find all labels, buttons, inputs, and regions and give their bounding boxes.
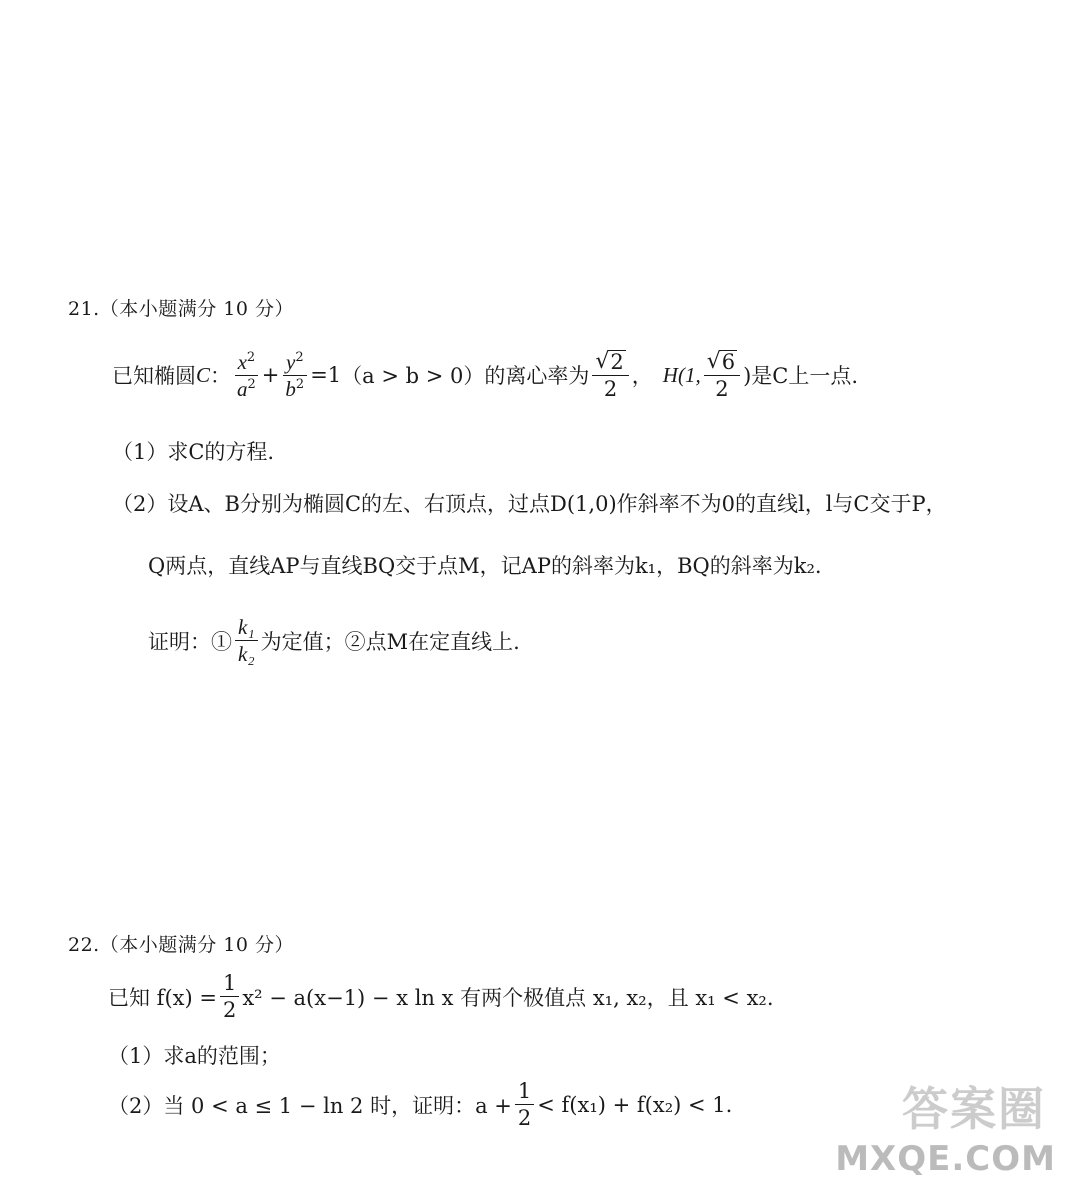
fraction-one-half-2: $\frac{1}{2}$ [515, 1080, 534, 1129]
fraction-x2-over-a2: $\frac{x^2}{a^2}$ [234, 351, 259, 400]
q21-part1: （1）求C的方程. [112, 440, 275, 464]
q22-part1: （1）求a的范围； [108, 1044, 281, 1068]
q22-stem: 已知 f(x) = $\frac{1}{2}$ x² − a(x−1) − x ln x 有两个极值点 x₁, x₂，且 x₁ < x₂. [108, 971, 774, 1023]
q22-part2: （2）当 0 < a ≤ 1 − ln 2 时，证明：a + $\frac{1}{2}$ < f(x₁) + f(x₂) < 1. [108, 1079, 733, 1131]
q21-part2-line1: （2）设A、B分别为椭圆C的左、右顶点，过点D(1,0)作斜率不为0的直线l，l与C交于P， [112, 492, 947, 516]
watermark-en-text: MXQE.COM [835, 1139, 1056, 1179]
q21-proof: 证明：① $\frac{\text{k₁}}{\text{k₂}}$ 为定值；②点M在定直线上. [148, 615, 520, 667]
fraction-k1-over-k2: $\frac{\text{k₁}}{\text{k₂}}$ [235, 616, 258, 665]
q21-stem: 已知椭圆 C ： $\frac{x^2}{a^2}$ + $\frac{y^2}{b^2}$ =1 （a > b > 0） 的离心率为 √ 2 2 ， H(1, √ 6 2 )是C上一点. [112, 349, 859, 402]
watermark-cn-text: 答案圈 [902, 1082, 1046, 1136]
fraction-one-half: $\frac{1}{2}$ [220, 972, 239, 1021]
watermark-logo [826, 1073, 1066, 1183]
fraction-sqrt2-over-2: √ 2 2 [592, 350, 628, 400]
q21-part2-line2: Q两点，直线AP与直线BQ交于点M，记AP的斜率为k₁，BQ的斜率为k₂. [148, 554, 822, 578]
q22-header: 22.（本小题满分 10 分） [68, 934, 294, 956]
fraction-sqrt6-over-2: √ 6 2 [704, 350, 740, 400]
fraction-y2-over-b2: $\frac{y^2}{b^2}$ [282, 351, 307, 400]
q21-header: 21.（本小题满分 10 分） [68, 298, 294, 320]
